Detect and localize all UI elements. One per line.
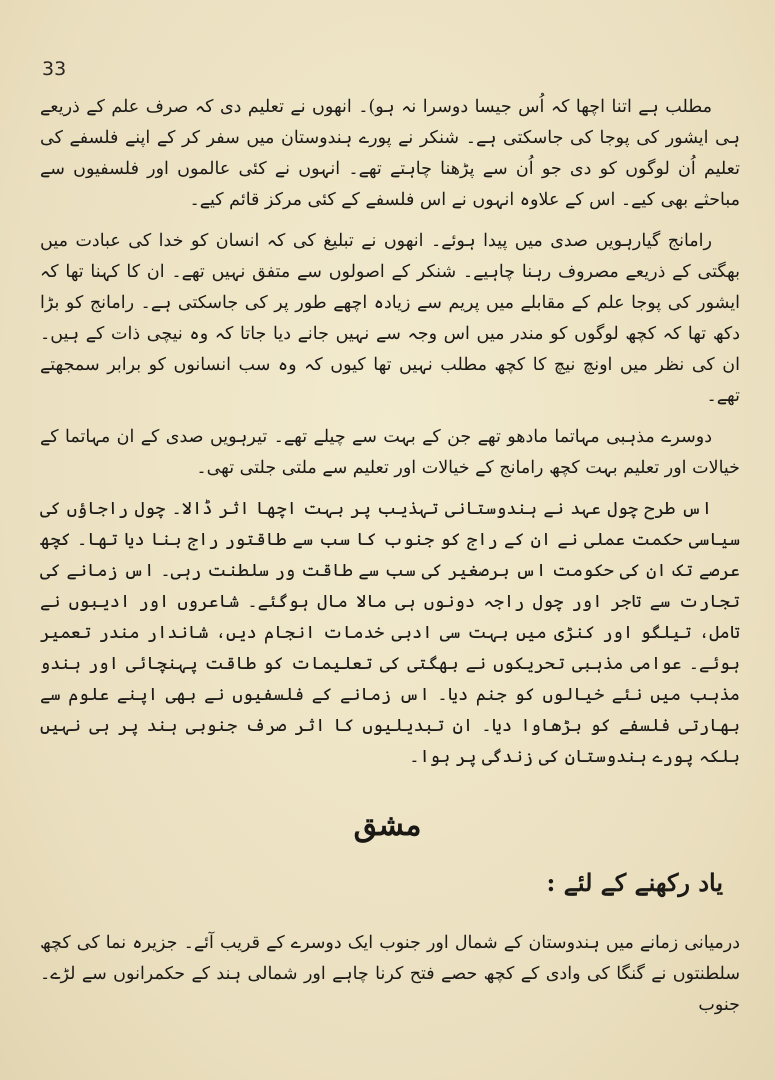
section-title: مشق bbox=[353, 808, 422, 843]
paragraph-4 bbox=[40, 494, 740, 773]
page-number: 33 bbox=[42, 58, 67, 80]
paragraph-3 bbox=[40, 422, 740, 484]
paragraph-1 bbox=[40, 92, 740, 216]
paragraph-2 bbox=[40, 226, 740, 412]
exercise-text: درمیانی زمانے میں ہندوستان کے شمال اور جنوب ایک دوسرے کے قریب آئے۔ جزیرہ نما کی کچھ سلطنتوں نے گنگا کی وادی کے کچھ حصے فتح کرنا چاہے اور شمالی ہند کے حکمرانوں سے لڑے۔ جنوب bbox=[40, 933, 740, 1015]
paragraph-text: رامانج گیارہویں صدی میں پیدا ہوئے۔ انھوں نے تبلیغ کی کہ انسان کو خدا کی عبادت میں بھگتی کے ذریعے مصروف رہنا چاہیے۔ شنکر کے اصولوں سے متفق نہیں تھے۔ ان کا کہنا تھا کہ ایشور کی پوجا علم کے مقابلے میں پریم سے زیادہ اچھے طور پر کی جاسکتی ہے۔ رامانج کو بڑا دکھ تھا کہ کچھ لوگوں کو مندر میں اس وجہ سے نہیں جانے دیا جاتا کہ وہ نیچی ذات کے ہیں۔ ان کی نظر میں اونچ نیچ کا کچھ مطلب نہیں تھا کیوں کہ وہ سب انسانوں کو برابر سمجھتے تھے۔ bbox=[40, 231, 740, 406]
body-text bbox=[40, 92, 740, 783]
paragraph-text: مطلب ہے اتنا اچھا کہ اُس جیسا دوسرا نہ ہو)۔ انھوں نے تعلیم دی کہ صرف علم کے ذریعے ہی ایشور کی پوجا کی جاسکتی ہے۔ شنکر نے پورے ہندوستان میں سفر کر کے اپنے فلسفے کی تعلیم اُن لوگوں کو دی جو اُن سے پڑھنا چاہتے تھے۔ انہوں نے کئی عالموں اور فلسفیوں سے مباحثے بھی کیے۔ اس کے علاوہ انہوں نے اس فلسفے کے کئی مرکز قائم کیے۔ bbox=[40, 97, 740, 210]
paragraph-text: اس طرح چول عہد نے ہندوستانی تہذیب پر بہت اچھا اثر ڈالا۔ چول راجاؤں کی سیاسی حکمت عملی نے ان کے راج کو جنوب کا سب سے طاقتور راج بنا دیا تھا۔ کچھ عرصے تک ان کی حکومت اس برصغیر کی سب سے طاقت ور سلطنت رہی۔ اس زمانے کی تجارت سے تاجر اور چول راجہ دونوں ہی مالا مال ہوگئے۔ شاعروں اور ادیبوں نے تامل، تیلگو اور کنڑی میں بہت سی ادبی خدمات انجام دیں، شاندار مندر تعمیر ہوئے۔ عوامی مذہبی تحریکوں نے بھگتی کی تعلیمات کو طاقت پہنچائی اور ہندو مذہب میں نئے خیالوں کو جنم دیا۔ اس زمانے کے فلسفیوں نے بھی اپنے علوم سے بھارتی فلسفے کو بڑھاوا دیا۔ ان تبدیلیوں کا اثر صرف جنوبی ہند پر ہی نہیں بلکہ پورے ہندوستان کی زندگی پر ہوا۔ bbox=[40, 499, 740, 767]
paragraph-text: دوسرے مذہبی مہاتما مادھو تھے جن کے بہت سے چیلے تھے۔ تیرہویں صدی کے ان مہاتما کے خیالات اور تعلیم بہت کچھ رامانج کے خیالات اور تعلیم سے ملتی جلتی تھی۔ bbox=[40, 427, 740, 478]
sub-heading: یاد رکھنے کے لئے : bbox=[546, 868, 723, 897]
